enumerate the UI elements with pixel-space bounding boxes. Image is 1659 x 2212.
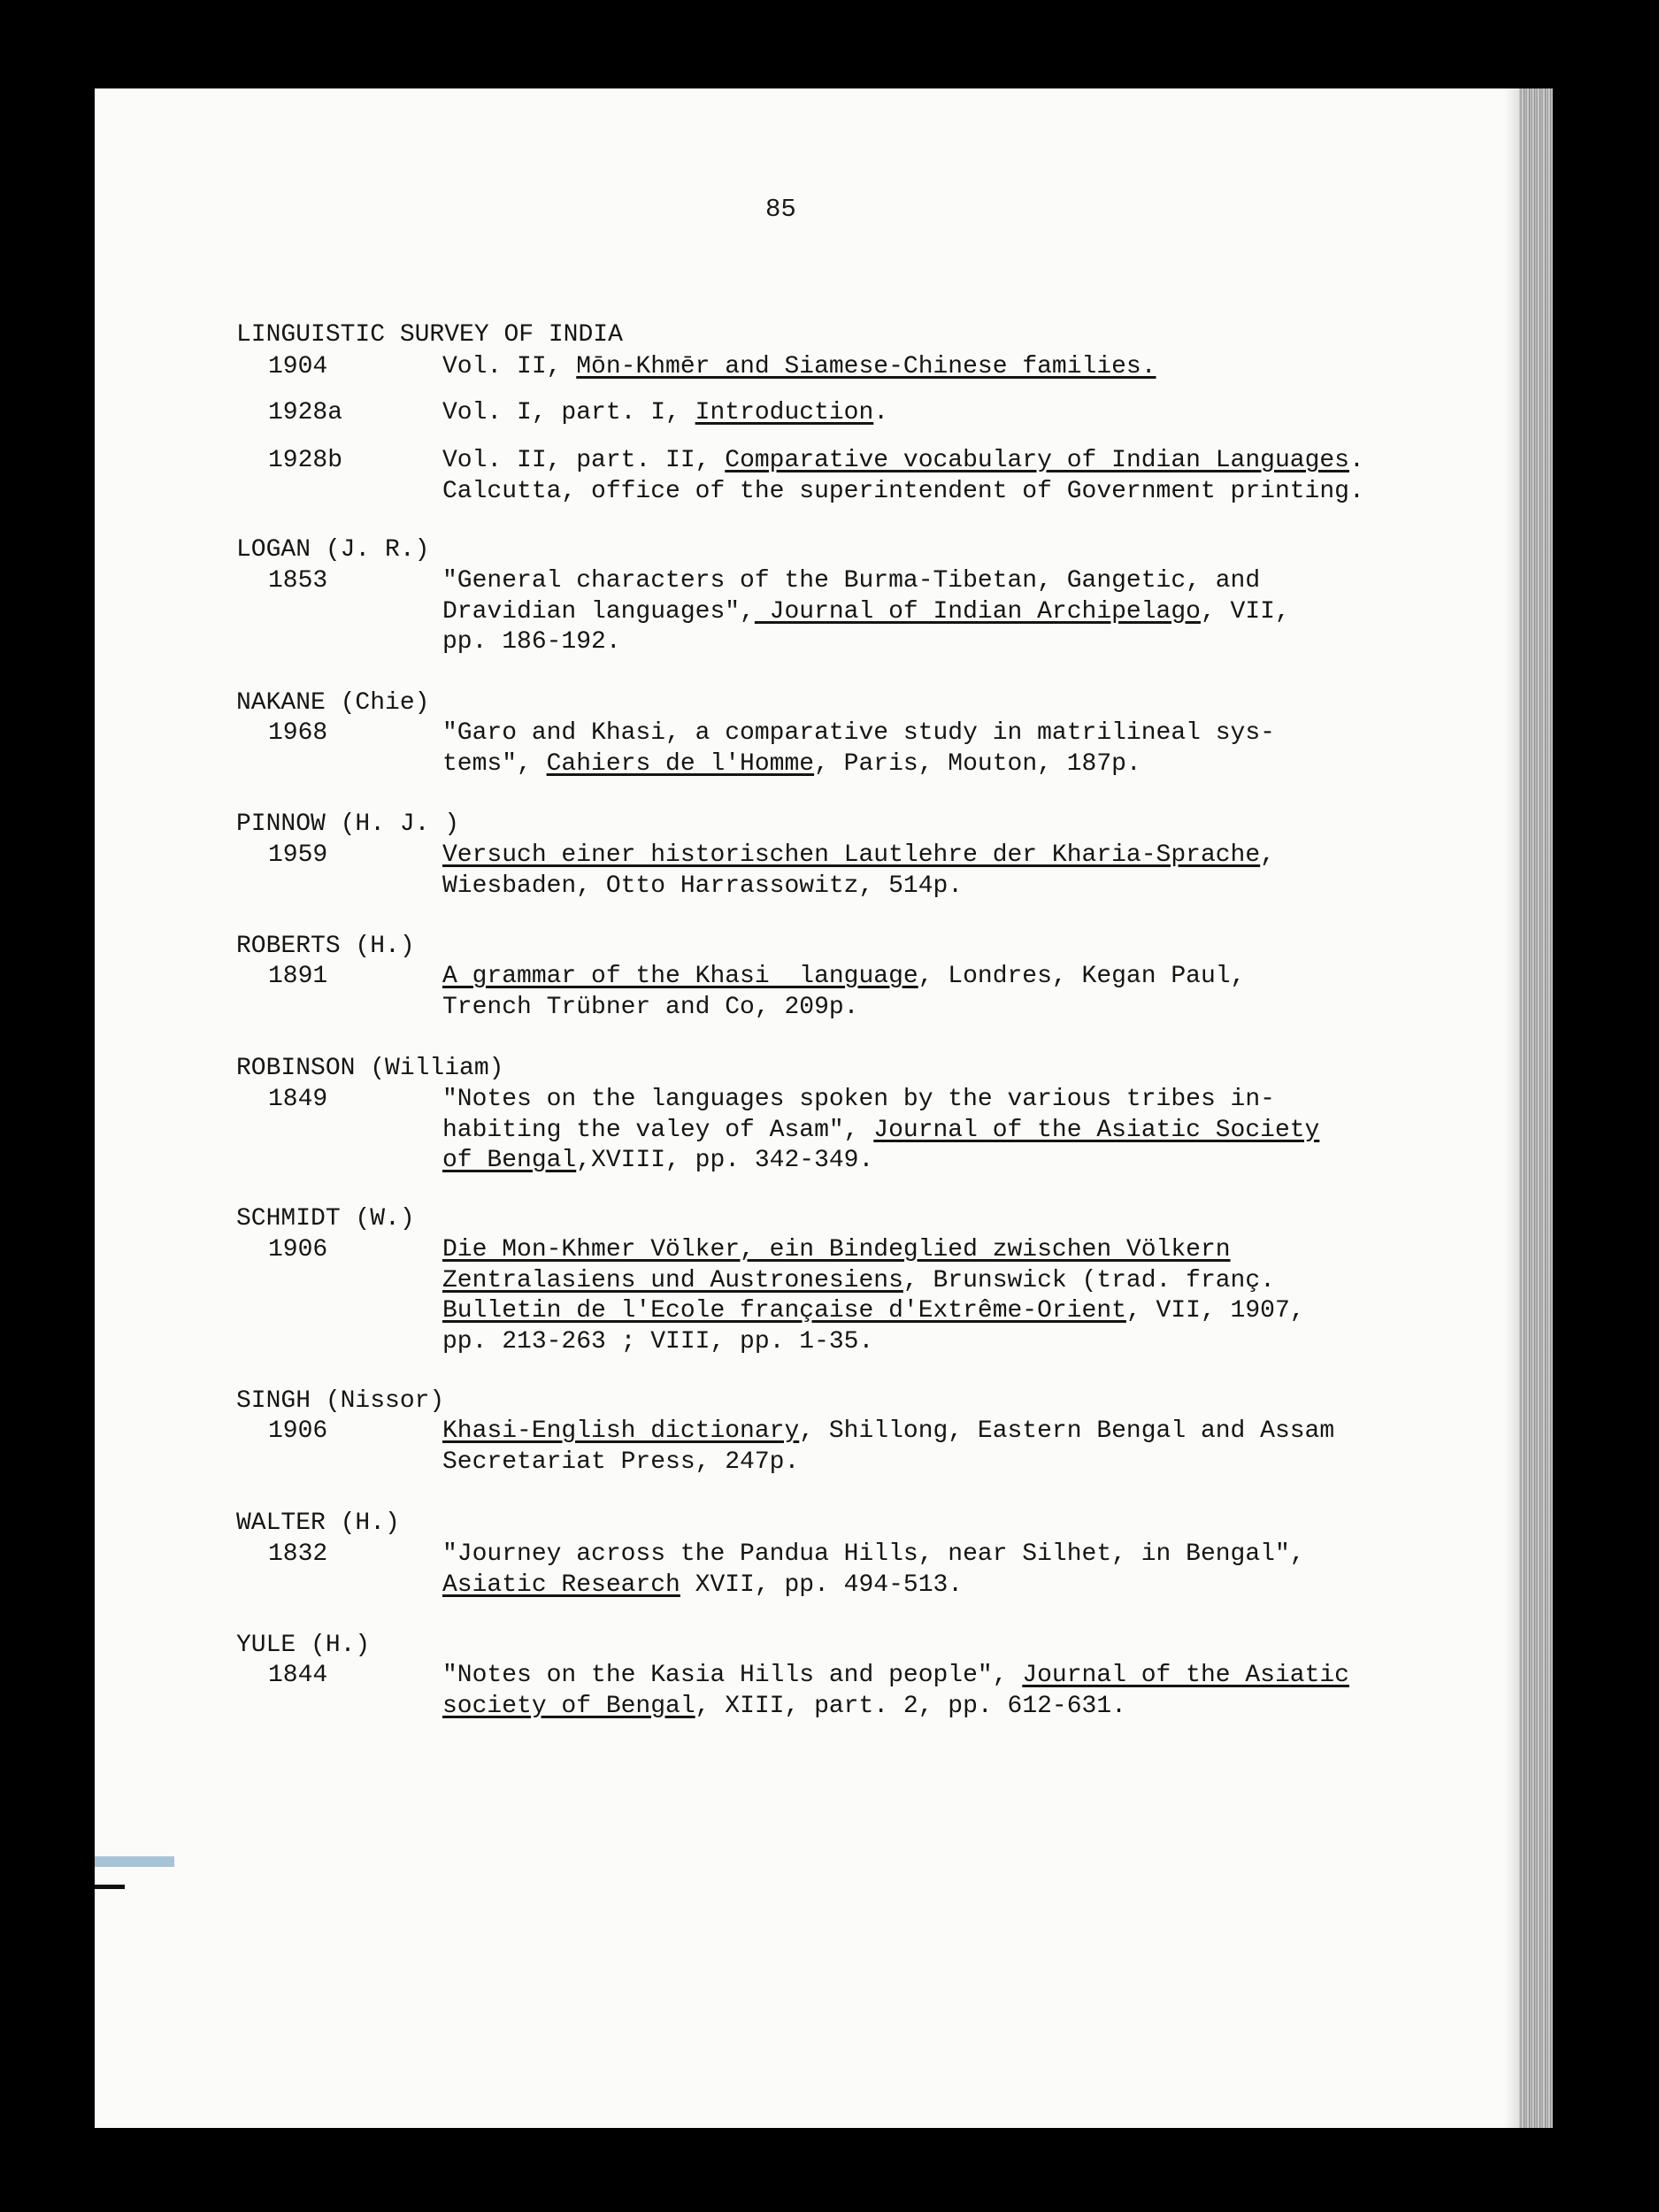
underlined-title: A grammar of the Khasi language [442,963,918,990]
citation-line [442,1116,1319,1146]
entry-year: 1906 [268,1417,328,1445]
citation-line [442,872,963,902]
citation-text: Vol. II, part. II, [442,447,726,474]
underlined-title: Journal of Indian Archipelago [754,597,1201,626]
citation-text: Trench Trübner and Co, 209p. [442,993,859,1021]
citation-text: "Garo and Khasi, a comparative study in matrilineal sys- [442,719,1275,747]
citation-text: "Journey across the Pandua Hills, near Silhet, in Bengal", [442,1540,1305,1568]
citation-line [442,398,888,428]
entry-year: 1968 [268,719,328,747]
entry-author-walter-h: WALTER (H.) [236,1509,400,1537]
citation-text: pp. 186-192. [442,628,621,656]
citation-text: Calcutta, office of the superintendent of Government printing. [442,477,1364,505]
citation-text: , Brunswick (trad. franç. [902,1266,1275,1294]
page-number: 85 [765,195,796,224]
citation-text: habiting the valey of Asam", [442,1116,874,1144]
citation-text: "Notes on the Kasia Hills and people", [442,1662,1023,1689]
entry-year: 1849 [268,1086,328,1113]
entry-author-yule-h: YULE (H.) [236,1632,371,1659]
underlined-title: Cahiers de l'Homme [546,749,815,778]
citation-text: , VII, 1907, [1125,1297,1305,1325]
citation-line [442,446,1364,476]
underlined-title: Zentralasiens und Austronesiens [442,1266,903,1294]
entry-author-nakane-chie: NAKANE (Chie) [236,689,430,717]
entry-year: 1853 [268,567,328,595]
citation-text: tems", [442,749,547,778]
citation-text: "General characters of the Burma-Tibetan, Gangetic, and [442,567,1261,595]
entry-author-pinnow-h-j: PINNOW (H. J. ) [236,810,460,838]
citation-line [442,1661,1349,1691]
entry-year: 1844 [268,1662,328,1689]
underlined-title: Journal of the Asiatic [1022,1662,1349,1689]
underlined-title: Introduction [695,399,874,426]
underlined-title: Bulletin de l'Ecole française d'Extrême-Orient [442,1297,1126,1325]
citation-line [442,1235,1231,1265]
citation-text: Wiesbaden, Otto Harrassowitz, 514p. [442,872,964,900]
citation-text: . [1348,447,1364,474]
citation-text: , Shillong, Eastern Bengal and Assam [799,1417,1335,1445]
citation-line [442,1327,873,1357]
citation-line [442,597,1290,627]
entry-year: 1904 [268,353,328,380]
underlined-title: Versuch einer historischen Lautlehre der Kharia-Sprache [442,841,1261,869]
citation-text: . [873,399,889,426]
entry-author-logan-j-r: LOGAN (J. R.) [236,536,430,564]
underlined-title: Journal of the Asiatic Society [873,1116,1320,1144]
underlined-title: Mōn-Khmēr and Siamese-Chinese families. [576,353,1156,380]
citation-line [442,1448,799,1478]
entry-author-schmidt-w: SCHMIDT (W.) [236,1205,415,1233]
citation-text: , Paris, Mouton, 187p. [814,749,1141,778]
citation-line [442,1540,1305,1570]
citation-line [442,1571,963,1601]
citation-line [442,841,1275,871]
underlined-title: Asiatic Research [442,1571,680,1599]
citation-line [442,1266,1275,1296]
citation-line [442,1417,1334,1447]
citation-line [442,352,1156,382]
entry-year: 1906 [268,1236,328,1263]
citation-text: ,XVIII, pp. 342-349. [576,1147,874,1174]
entry-author-linguistic-survey-of-india: LINGUISTIC SURVEY OF INDIA [236,321,623,349]
entry-author-singh-nissor: SINGH (Nissor) [236,1387,445,1415]
citation-text: pp. 213-263 ; VIII, pp. 1-35. [442,1327,874,1356]
citation-line [442,993,858,1023]
citation-line [442,718,1275,749]
citation-text: Vol. I, part. I, [442,399,695,426]
citation-text: , VII, [1200,597,1290,626]
citation-line [442,566,1260,596]
underlined-title: of Bengal [442,1147,577,1174]
entry-year: 1891 [268,963,328,990]
entry-year: 1832 [268,1540,328,1568]
citation-line [442,749,1141,780]
citation-line [442,1692,1126,1722]
citation-text: Dravidian languages", [442,597,755,626]
entry-author-roberts-h: ROBERTS (H.) [236,933,415,960]
citation-line [442,477,1364,507]
citation-line [442,1085,1275,1115]
citation-text: Vol. II, [442,353,577,380]
citation-text: , Londres, Kegan Paul, [918,963,1246,990]
citation-line [442,1296,1305,1326]
underlined-title: Khasi-English dictionary [442,1417,800,1445]
citation-line [442,962,1245,992]
citation-text: "Notes on the languages spoken by the various tribes in- [442,1086,1275,1113]
citation-line [442,1146,873,1176]
entry-year: 1959 [268,841,328,869]
citation-text: , [1260,841,1275,869]
citation-text: XVII, pp. 494-513. [680,1571,964,1599]
entry-author-robinson-william: ROBINSON (William) [236,1055,504,1082]
underlined-title: society of Bengal [442,1692,695,1720]
underlined-title: Die Mon-Khmer Völker, ein Bindeglied zwischen Völkern [442,1236,1231,1263]
entry-year: 1928b [268,447,343,474]
citation-text: Secretariat Press, 247p. [442,1448,800,1476]
underlined-title: Comparative vocabulary of Indian Languages [725,447,1349,474]
citation-line [442,627,621,657]
entry-year: 1928a [268,399,343,426]
citation-text: , XIII, part. 2, pp. 612-631. [695,1692,1126,1720]
